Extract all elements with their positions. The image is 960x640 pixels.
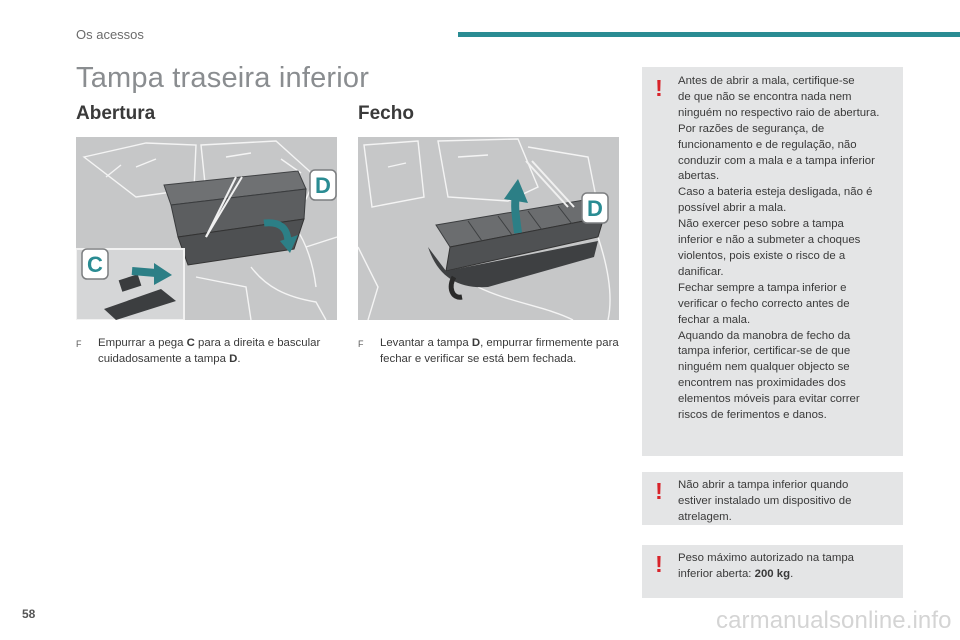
callout-d: D xyxy=(587,196,603,221)
step-bullet-icon: F xyxy=(76,339,82,349)
warning-box xyxy=(642,67,903,456)
label-d: D xyxy=(229,353,238,365)
header-accent-rule xyxy=(458,32,960,37)
opening-text-part: para a direita e bascular cuidadosamente a tampa xyxy=(98,337,321,365)
page-title: Tampa traseira inferior xyxy=(76,62,370,94)
section-label: Os acessos xyxy=(76,27,144,42)
opening-illustration xyxy=(76,137,337,320)
warning-text-part: . xyxy=(790,567,794,580)
opening-heading: Abertura xyxy=(76,103,156,124)
closing-illustration xyxy=(358,137,619,320)
opening-illustration-drawing xyxy=(76,137,337,320)
max-weight-value: 200 kg xyxy=(754,567,791,580)
warning-text: Antes de abrir a mala, certifique-se de que não se encontra nada nem ninguém no respectivo raio de abertura. Por razões de segurança, de funcionamento e de regulação, não conduzir com a mala e a tampa inferior abertas. Caso a bateria esteja desligada, não é possível abrir a mala. Não exercer peso sobre a tampa inferior e não a submeter a choques violentos, pois existe o risco de a danificar. Fechar sempre a tampa inferior e verificar o fecho correcto antes de fechar a mala. Aquando da manobra de fecho da tampa inferior, certificar-se de que ninguém nem qualquer objecto se encontrem nas proximidades dos elementos móveis para evitar correr riscos de ferimentos e danos. xyxy=(678,75,880,422)
closing-instruction xyxy=(358,335,620,367)
opening-instruction xyxy=(76,335,326,367)
callout-c: C xyxy=(87,252,103,277)
step-bullet-icon: F xyxy=(358,339,364,349)
warning-text xyxy=(678,551,899,583)
label-d: D xyxy=(471,337,481,349)
opening-text-part: . xyxy=(237,353,241,365)
warning-icon: ! xyxy=(655,75,663,101)
warning-box xyxy=(642,545,903,598)
closing-instruction-text xyxy=(358,335,620,367)
closing-heading: Fecho xyxy=(358,103,414,124)
opening-instruction-text xyxy=(76,335,326,367)
warning-box xyxy=(642,472,903,525)
closing-text-part: Levantar a tampa xyxy=(380,337,472,349)
warning-text-part: Peso máximo autorizado na tampa inferior aberta: xyxy=(678,552,855,580)
warning-icon: ! xyxy=(655,551,663,577)
warning-icon: ! xyxy=(655,478,663,504)
watermark: carmanualsonline.info xyxy=(716,607,952,634)
warning-text: Não abrir a tampa inferior quando estiver instalado um dispositivo de atrelagem. xyxy=(678,479,852,523)
page-number: 58 xyxy=(22,607,36,621)
opening-text-part: Empurrar a pega xyxy=(98,337,187,349)
closing-text-part: , empurrar firmemente para fechar e verificar se está bem fechada. xyxy=(380,337,619,365)
closing-illustration-drawing xyxy=(358,137,619,320)
label-c: C xyxy=(186,337,195,349)
callout-d: D xyxy=(315,173,331,198)
